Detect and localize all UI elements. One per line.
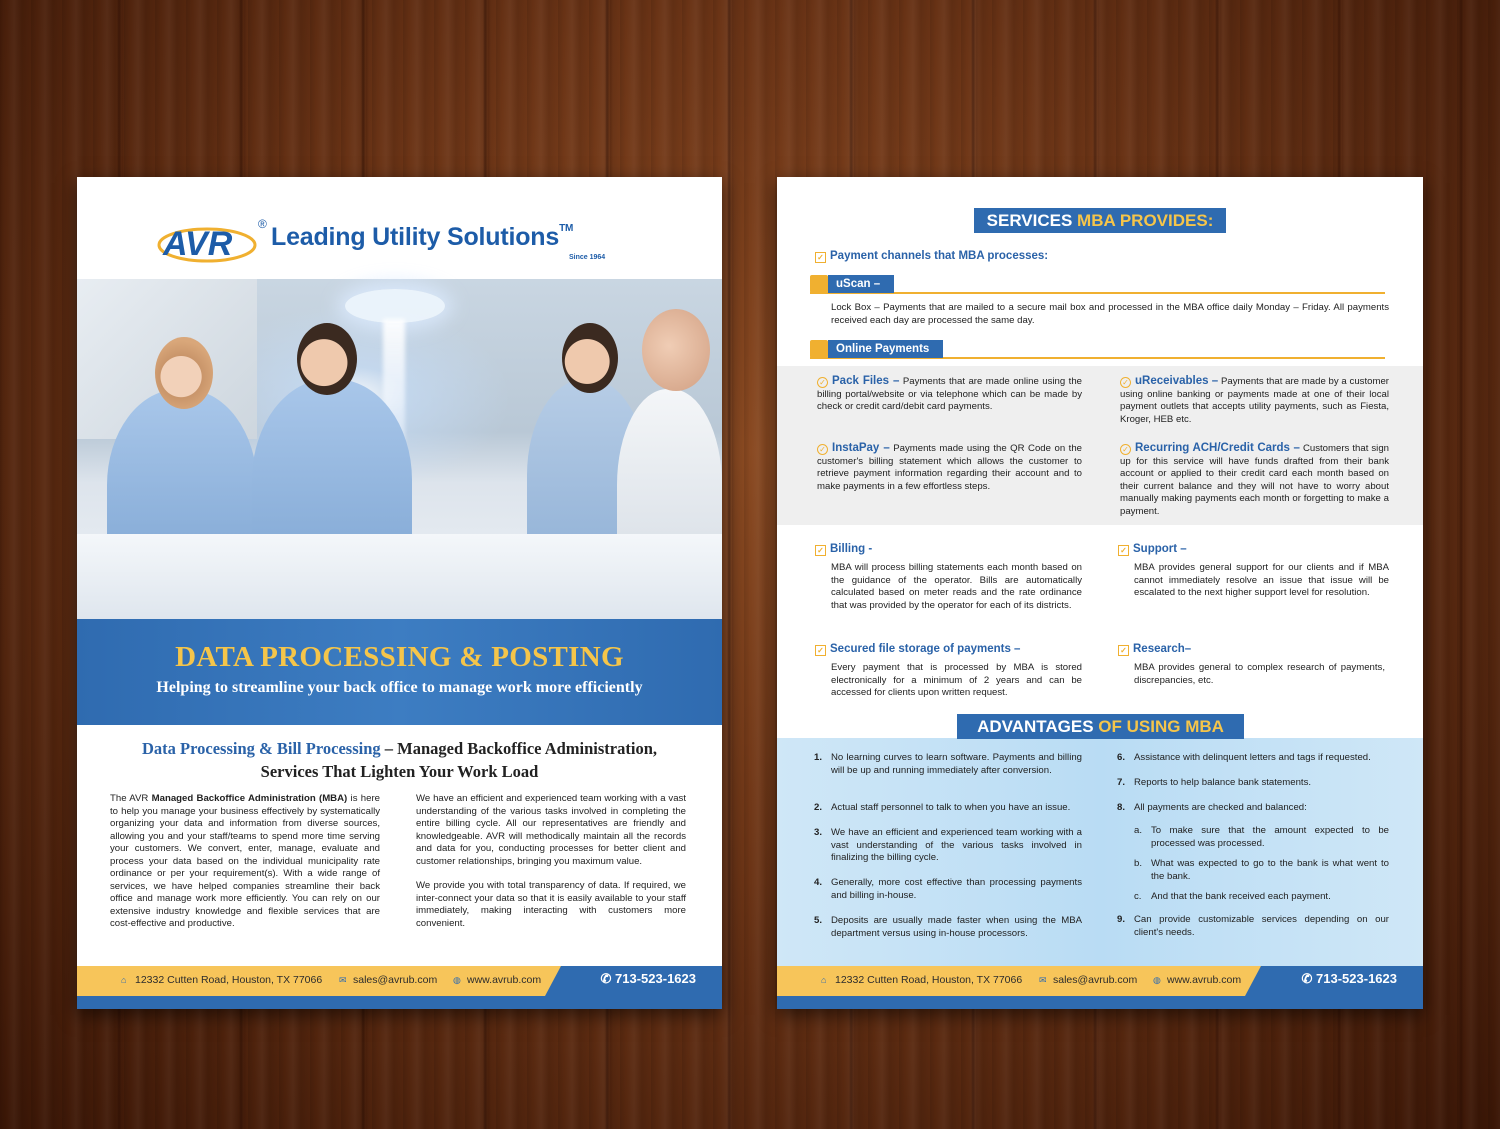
checkbox-icon: ✓ <box>1118 645 1129 656</box>
logo-tm: TM <box>559 223 574 234</box>
services-title-b: MBA PROVIDES: <box>1077 211 1214 230</box>
item-text: Payments made using the QR Code on the customer's billing statement which allows the customer to retrieve payment information regarding their account and to make payments in a few effortless steps. <box>817 443 1082 492</box>
item-text: Customers that sign up for this service will have funds drafted from their bank account or applied to their credit card each month based on their current balance and they will not have to worry about manually making payments each month or forgetting to make a payment. <box>1120 443 1389 517</box>
advantage-item <box>814 802 1082 815</box>
pack-files-item <box>817 375 1082 414</box>
body-column-right <box>416 793 686 942</box>
hero-photo <box>77 279 722 619</box>
globe-icon: ◍ <box>453 975 461 985</box>
advantage-subitem <box>1134 891 1389 904</box>
home-icon: ⌂ <box>121 975 127 985</box>
storage-title: Secured file storage of payments – <box>830 643 1021 655</box>
research-title: Research– <box>1133 643 1192 655</box>
logo-mark-text: AVR <box>163 225 233 263</box>
footer-address <box>821 974 1022 986</box>
billing-text: MBA will process billing statements each month based on the guidance of the operator. Bills are automatically calculated based on meter reads and the rate ordinance that was provided by the operator for each of its districts. <box>831 562 1082 611</box>
scan-icon <box>810 275 828 293</box>
online-payments-label: Online Payments <box>828 340 943 358</box>
para-text: is here to help you manage your business effectively by systematically organizing your data and information from diverse sources, allowing you and your staff/teams to spend more time serving your customers. We convert, enter, manage, evaluate and process your data based on the individual municipality rate ordinance or per your requirement(s). With a wide range of services, we have helped companies streamline their back office and manage work more efficiently. You can rely on our extensive industry knowledge and flexible services that are cost-effective and productive. <box>110 793 380 929</box>
advantage-item <box>814 752 1082 777</box>
paragraph <box>110 793 380 931</box>
item-number: 7. <box>1117 777 1126 788</box>
footer-web[interactable] <box>453 974 541 986</box>
item-letter: b. <box>1134 858 1143 869</box>
item-title: Recurring ACH/Credit Cards – <box>1135 442 1300 454</box>
footer-phone[interactable] <box>601 971 696 987</box>
logo-since: Since 1964 <box>569 254 606 261</box>
mail-icon: ✉ <box>1039 975 1047 985</box>
services-title <box>974 208 1226 233</box>
item-text: Deposits are usually made faster when using the MBA department versus using in-house processors. <box>831 915 1082 939</box>
item-text: To make sure that the amount expected to be processed was processed. <box>1151 825 1389 849</box>
body-column-left <box>110 793 380 943</box>
checkbox-icon: ✓ <box>815 645 826 656</box>
item-text: Generally, more cost effective than processing payments and billing in-house. <box>831 877 1082 901</box>
adv-title-b: OF USING MBA <box>1098 717 1224 736</box>
adv-title-a: ADVANTAGES <box>977 717 1099 736</box>
footer-address-text: 12332 Cutten Road, Houston, TX 77066 <box>135 974 323 986</box>
logo-title <box>271 223 573 252</box>
globe-icon: ◍ <box>1153 975 1161 985</box>
paragraph: We provide you with total transparency of data. If required, we inter-connect your data so that it is easily available to your staff immediately, making interacting with customers more convenient. <box>416 880 686 929</box>
footer-phone[interactable] <box>1302 971 1397 987</box>
person-head <box>562 323 618 393</box>
item-title: Pack Files – <box>832 375 900 387</box>
back-page <box>777 177 1423 1009</box>
headline-blue: Data Processing & Bill Processing <box>142 739 381 758</box>
footer <box>777 966 1423 1009</box>
item-text: Actual staff personnel to talk to when you have an issue. <box>831 802 1071 813</box>
meeting-table <box>77 534 722 619</box>
advantage-subitem <box>1134 825 1389 850</box>
cloud-graphic <box>345 289 445 323</box>
mobile-icon <box>810 340 828 358</box>
uscan-label: uScan – <box>828 275 894 293</box>
advantage-item <box>1117 802 1389 815</box>
phone-icon: ✆ <box>600 971 616 986</box>
support-title: Support – <box>1133 543 1187 555</box>
item-text: Payments that are made by a customer using online banking or payments made at one of their local payment outlets that accepts utility payments, such as Fiesta, Kroger, HEB etc. <box>1120 376 1389 425</box>
item-text: We have an efficient and experienced team working with a vast understanding of the various tasks involved in finalizing the billing cycle. <box>831 827 1082 863</box>
item-number: 1. <box>814 752 823 763</box>
item-letter: a. <box>1134 825 1143 836</box>
item-text: What was expected to go to the bank is what went to the bank. <box>1151 858 1389 882</box>
item-text: Assistance with delinquent letters and tags if requested. <box>1134 752 1371 763</box>
home-icon: ⌂ <box>821 975 827 985</box>
billing-heading <box>815 543 872 555</box>
footer-web-text[interactable]: www.avrub.com <box>1167 974 1242 986</box>
avr-logo <box>157 217 617 267</box>
footer-phone-text[interactable]: 713-523-1623 <box>1316 971 1397 986</box>
mail-icon: ✉ <box>339 975 347 985</box>
advantages-title <box>957 714 1244 739</box>
item-letter: c. <box>1134 891 1142 902</box>
item-text: Payments that are made online using the billing portal/website or via telephone which can be made by check or credit card/debit card payments. <box>817 376 1083 412</box>
logo-registered: ® <box>258 217 267 231</box>
headline-line2: Services That Lighten Your Work Load <box>260 762 539 781</box>
item-number: 4. <box>814 877 823 888</box>
support-text: MBA provides general support for our clients and if MBA cannot immediately resolve an issue that issue will be escalated to the next higher support level for resolution. <box>1134 562 1389 598</box>
band-title: DATA PROCESSING & POSTING <box>175 641 624 673</box>
footer-address-text: 12332 Cutten Road, Houston, TX 77066 <box>835 974 1023 986</box>
instapay-item <box>817 442 1082 493</box>
footer-phone-text[interactable]: 713-523-1623 <box>615 971 696 986</box>
bullet-icon: ✓ <box>817 444 828 455</box>
footer <box>77 966 722 1009</box>
item-number: 9. <box>1117 914 1126 925</box>
item-text: Reports to help balance bank statements. <box>1134 777 1312 788</box>
footer-email[interactable] <box>1039 974 1137 986</box>
band-subtitle: Helping to streamline your back office to manage work more efficiently <box>156 679 643 696</box>
item-number: 8. <box>1117 802 1126 813</box>
advantage-subitem <box>1134 858 1389 883</box>
front-page <box>77 177 722 1009</box>
headline-rest: – Managed Backoffice Administration, <box>380 739 657 758</box>
item-text: And that the bank received each payment. <box>1151 891 1331 902</box>
item-text: Can provide customizable services depending on our client's needs. <box>1134 914 1389 938</box>
item-number: 3. <box>814 827 823 838</box>
advantage-item <box>1117 777 1389 790</box>
services-title-a: SERVICES <box>986 211 1078 230</box>
uscan-text: Lock Box – Payments that are mailed to a secure mail box and processed in the MBA office daily Monday – Friday. All payments received each day are processed the same day. <box>831 302 1389 326</box>
footer-web[interactable] <box>1153 974 1241 986</box>
checkbox-icon: ✓ <box>1118 545 1129 556</box>
phone-icon: ✆ <box>1301 971 1317 986</box>
person-head <box>155 337 213 409</box>
person-head <box>297 323 357 395</box>
recurring-item <box>1120 442 1389 518</box>
person-head <box>642 309 710 391</box>
para-text: The AVR <box>110 793 152 804</box>
checkbox-icon: ✓ <box>815 252 826 263</box>
advantage-item <box>1117 914 1389 939</box>
payment-channels-heading <box>815 250 1048 262</box>
research-heading <box>1118 643 1191 655</box>
section-headline <box>97 737 702 783</box>
checkbox-icon: ✓ <box>815 545 826 556</box>
footer-web-text[interactable]: www.avrub.com <box>467 974 542 986</box>
tab-rule <box>810 292 1385 294</box>
bullet-icon: ✓ <box>1120 377 1131 388</box>
footer-email-text[interactable]: sales@avrub.com <box>353 974 438 986</box>
para-bold: Managed Backoffice Administration (MBA) <box>151 793 348 804</box>
paragraph: We have an efficient and experienced team working with a vast understanding of the various tasks involved in completing the entire billing cycle. All our representatives are friendly and knowledgeable. AVR will methodically maintain all the records and data for you, conducting processes for better client and customer relationships, bringing you maximum value. <box>416 793 686 867</box>
support-heading <box>1118 543 1187 555</box>
item-number: 2. <box>814 802 823 813</box>
storage-text: Every payment that is processed by MBA is stored electronically for a minimum of 2 years and can be accessed for clients upon written request. <box>831 662 1082 698</box>
advantage-item <box>814 915 1082 940</box>
title-band <box>77 619 722 725</box>
advantage-item <box>1117 752 1389 765</box>
item-title: InstaPay – <box>832 442 890 454</box>
storage-heading <box>815 643 1020 655</box>
billing-title: Billing - <box>830 543 873 555</box>
advantage-item <box>814 827 1082 865</box>
item-text: All payments are checked and balanced: <box>1134 802 1307 813</box>
advantage-item <box>814 877 1082 902</box>
payment-channels-text: Payment channels that MBA processes: <box>830 250 1049 262</box>
bullet-icon: ✓ <box>1120 444 1131 455</box>
bullet-icon: ✓ <box>817 377 828 388</box>
footer-email-text[interactable]: sales@avrub.com <box>1053 974 1138 986</box>
footer-email[interactable] <box>339 974 437 986</box>
avr-swoosh-icon <box>157 221 261 265</box>
footer-address <box>121 974 322 986</box>
item-number: 5. <box>814 915 823 926</box>
ureceivables-item <box>1120 375 1389 426</box>
research-text: MBA provides general to complex research of payments, discrepancies, etc. <box>1134 662 1385 686</box>
logo-title-text: Leading Utility Solutions <box>271 223 560 251</box>
item-text: No learning curves to learn software. Payments and billing will be up and running immediately after conversion. <box>831 752 1082 776</box>
item-title: uReceivables – <box>1135 375 1219 387</box>
item-number: 6. <box>1117 752 1126 763</box>
